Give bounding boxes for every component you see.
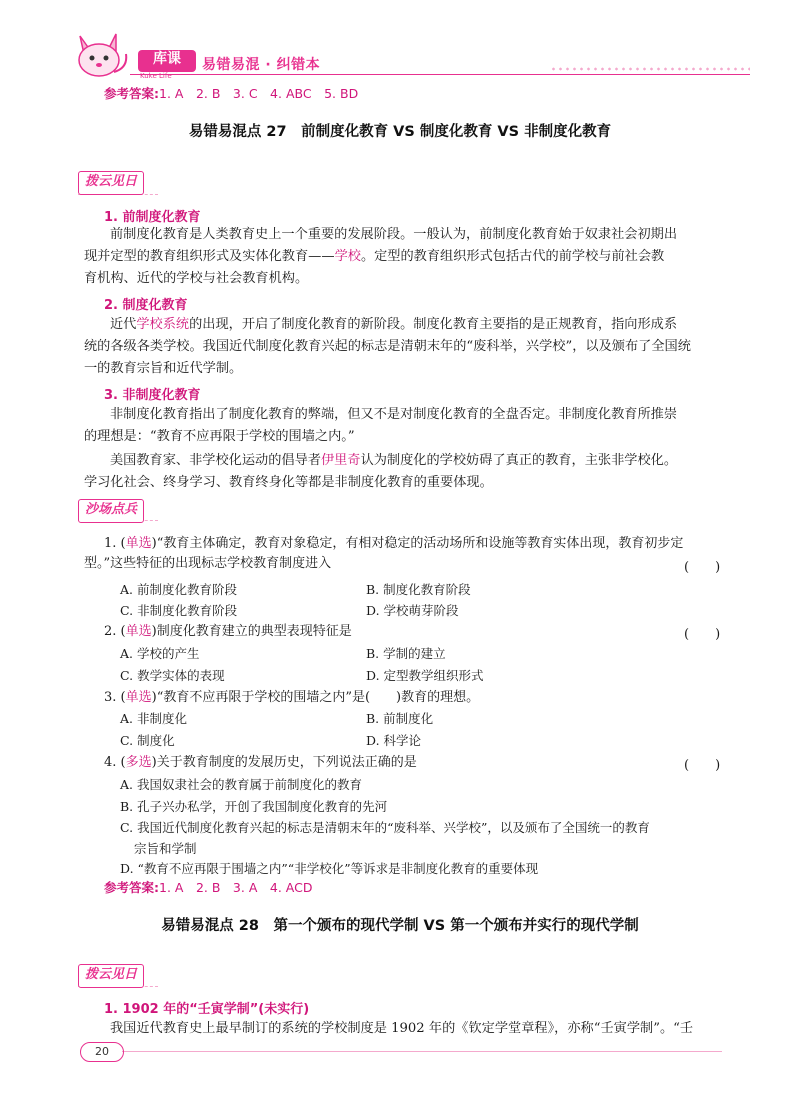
option-a[interactable]: A. 我国奴隶社会的教育属于前制度化的教育 xyxy=(120,777,362,792)
paragraph-line: 非制度化教育指出了制度化教育的弊端，但又不是对制度化教育的全盘否定。非制度化教育所推崇 xyxy=(110,407,678,422)
paragraph-line: 学习化社会、终身学习、教育终身化等都是非制度化教育的重要体现。 xyxy=(84,475,493,490)
option-d[interactable]: D. 科学论 xyxy=(366,733,422,748)
option-a[interactable]: A. 学校的产生 xyxy=(120,646,200,661)
option-d[interactable]: D. 定型教学组织形式 xyxy=(366,668,484,683)
option-d[interactable]: D. 学校萌芽阶段 xyxy=(366,603,459,618)
section-27-title: 易错易混点 27 前制度化教育 VS 制度化教育 VS 非制度化教育 xyxy=(188,124,612,140)
section-tag-insight: 拨云见日 xyxy=(78,171,144,195)
question-1-cont: 型。”这些特征的出现标志学校教育制度进入 xyxy=(84,556,332,571)
paragraph-line: 我国近代教育史上最早制订的系统的学校制度是 1902 年的《钦定学堂章程》，亦称“壬寅学制”。“壬 xyxy=(110,1021,694,1036)
option-b[interactable]: B. 前制度化 xyxy=(366,711,434,726)
option-a[interactable]: A. 前制度化教育阶段 xyxy=(120,582,237,597)
answer-blank[interactable]: ( ) xyxy=(684,627,721,642)
series-title: 易错易混 · 纠错本 xyxy=(202,57,321,73)
paragraph-line: 的理想是：“教育不应再限于学校的围墙之内。” xyxy=(84,429,355,444)
subheading-non-institutional: 3. 非制度化教育 xyxy=(104,388,201,403)
brand-logo: 库课 xyxy=(138,50,196,72)
subheading-pre-institutional: 1. 前制度化教育 xyxy=(104,210,201,225)
option-c[interactable]: C. 制度化 xyxy=(120,733,175,748)
option-c[interactable]: C. 非制度化教育阶段 xyxy=(120,603,238,618)
answer-key: 参考答案:1. A 2. B 3. A 4. ACD xyxy=(104,880,313,895)
option-b[interactable]: B. 制度化教育阶段 xyxy=(366,582,471,597)
header-dot-pattern xyxy=(550,66,750,72)
fox-mascot-logo xyxy=(70,28,132,80)
option-c[interactable]: C. 教学实体的表现 xyxy=(120,668,225,683)
option-b[interactable]: B. 学制的建立 xyxy=(366,646,446,661)
question-1: 1. (单选)“教育主体确定，教育对象稳定，有相对稳定的活动场所和设施等教育实体出现，教育初步定 xyxy=(104,536,684,551)
subheading-institutional: 2. 制度化教育 xyxy=(104,298,188,313)
paragraph-line: 育机构、近代的学校与社会教育机构。 xyxy=(84,271,309,286)
paragraph-line: 统的各级各类学校。我国近代制度化教育兴起的标志是清朝末年的“废科举，兴学校”，以及颁布了全国统 xyxy=(84,339,691,354)
option-d[interactable]: D. “教育不应再限于围墙之内”“非学校化”等诉求是非制度化教育的重要体现 xyxy=(120,861,539,876)
question-4: 4. (多选)关于教育制度的发展历史，下列说法正确的是 xyxy=(104,755,417,770)
paragraph-line: 现并定型的教育组织形式及实体化教育——学校。定型的教育组织形式包括古代的前学校与前社会教 xyxy=(84,249,665,264)
answer-blank[interactable]: ( ) xyxy=(684,560,721,575)
paragraph-line: 美国教育家、非学校化运动的倡导者伊里奇认为制度化的学校妨碍了真正的教育，主张非学校化。 xyxy=(110,453,678,468)
paragraph-line: 近代学校系统的出现，开启了制度化教育的新阶段。制度化教育主要指的是正规教育，指向形成系 xyxy=(110,317,678,332)
subheading-renyin-system: 1. 1902 年的“壬寅学制”(未实行) xyxy=(104,1002,310,1017)
answer-blank[interactable]: ( ) xyxy=(684,758,721,773)
footer-rule xyxy=(122,1051,722,1052)
page-header xyxy=(70,28,750,78)
header-rule xyxy=(130,74,750,75)
section-tag-insight: 拨云见日 xyxy=(78,964,144,988)
option-c[interactable]: C. 我国近代制度化教育兴起的标志是清朝末年的“废科举、兴学校”，以及颁布了全国统一的教育 xyxy=(120,820,650,835)
question-3: 3. (单选)“教育不应再限于学校的围墙之内”是( )教育的理想。 xyxy=(104,690,480,705)
option-c-cont: 宗旨和学制 xyxy=(134,841,197,856)
paragraph-line: 一的教育宗旨和近代学制。 xyxy=(84,361,243,376)
answer-key: 参考答案:1. A 2. B 3. C 4. ABC 5. BD xyxy=(104,86,359,101)
section-tag-practice: 沙场点兵 xyxy=(78,499,144,523)
section-28-title: 易错易混点 28 第一个颁布的现代学制 VS 第一个颁布并实行的现代学制 xyxy=(161,918,639,934)
page-number: 20 xyxy=(80,1042,124,1062)
paragraph-line: 前制度化教育是人类教育史上一个重要的发展阶段。一般认为，前制度化教育始于奴隶社会初期出 xyxy=(110,227,678,242)
option-b[interactable]: B. 孔子兴办私学，开创了我国制度化教育的先河 xyxy=(120,799,388,814)
option-a[interactable]: A. 非制度化 xyxy=(120,711,187,726)
question-2: 2. (单选)制度化教育建立的典型表现特征是 xyxy=(104,624,352,639)
brand-subtitle: Kuke Life xyxy=(140,72,172,80)
